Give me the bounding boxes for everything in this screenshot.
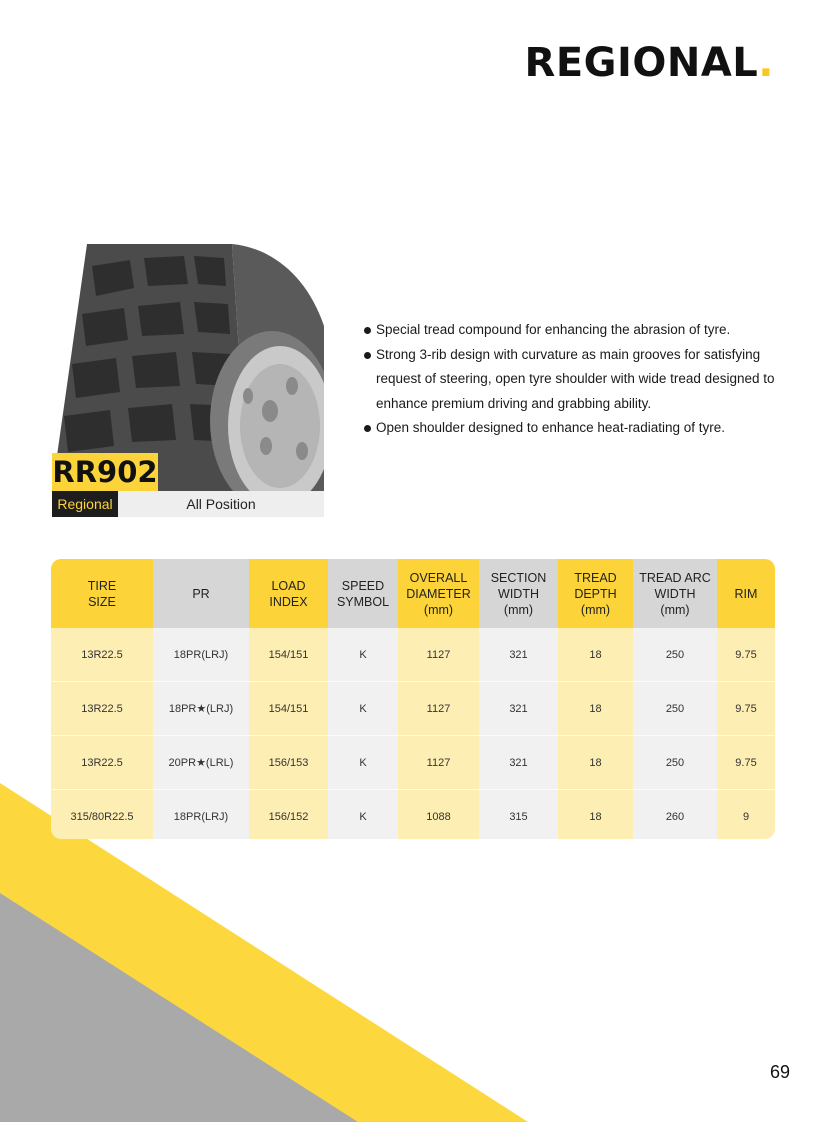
cell-speed-symbol: K: [328, 736, 398, 790]
page-number: 69: [769, 1062, 790, 1082]
title-dot: .: [758, 40, 774, 86]
cell-tread-arc-width: 250: [633, 682, 717, 736]
cell-tread-arc-width: 250: [633, 736, 717, 790]
header-line: SPEED: [341, 578, 385, 593]
header-line: WIDTH: [654, 586, 696, 601]
cell-load-index: 156/152: [249, 790, 328, 840]
header-line: SECTION: [490, 570, 547, 585]
feature-item: Special tread compound for enhancing the abrasion of tyre.: [362, 318, 782, 343]
header-tire-size: [51, 559, 153, 628]
cell-rim: 9.75: [717, 682, 775, 736]
header-line: (mm): [503, 602, 534, 617]
header-line: PR: [192, 586, 210, 601]
cell-speed-symbol: K: [328, 628, 398, 682]
header-line: DIAMETER: [406, 586, 471, 601]
cell-tread-depth: 18: [558, 628, 633, 682]
cell-tire-size: 13R22.5: [51, 682, 153, 736]
header-line: TREAD: [574, 570, 617, 585]
feature-item: Open shoulder designed to enhance heat-radiating of tyre.: [362, 416, 782, 441]
cell-section-width: 321: [479, 628, 558, 682]
cell-tread-arc-width: 250: [633, 628, 717, 682]
cell-speed-symbol: K: [328, 682, 398, 736]
header-line: WIDTH: [498, 586, 539, 601]
cell-section-width: 321: [479, 682, 558, 736]
cell-tread-depth: 18: [558, 682, 633, 736]
header-line: RIM: [734, 586, 758, 601]
cell-section-width: 321: [479, 736, 558, 790]
cell-overall-diameter: 1088: [398, 790, 479, 840]
header-line: SIZE: [88, 594, 116, 609]
header-tread-arc-width: [633, 559, 717, 628]
header-load-index: [249, 559, 328, 628]
header-line: (mm): [580, 602, 611, 617]
cell-rim: 9.75: [717, 736, 775, 790]
header-line: OVERALL: [409, 570, 468, 585]
header-line: DEPTH: [574, 586, 617, 601]
cell-pr: 18PR(LRJ): [153, 628, 249, 682]
product-card: [52, 236, 324, 517]
cell-tread-depth: 18: [558, 736, 633, 790]
header-line: TREAD ARC: [639, 570, 711, 585]
cell-tire-size: 13R22.5: [51, 628, 153, 682]
cell-tread-depth: 18: [558, 790, 633, 840]
cell-tire-size: 13R22.5: [51, 736, 153, 790]
header-speed-symbol: [328, 559, 398, 628]
header-line: (mm): [660, 602, 690, 617]
cell-load-index: 156/153: [249, 736, 328, 790]
table-row: [51, 628, 775, 682]
feature-list: [362, 318, 782, 441]
page-title: [525, 40, 774, 86]
table-header-row: [51, 559, 775, 628]
cell-pr: 18PR★(LRJ): [153, 682, 249, 736]
header-line: SYMBOL: [336, 594, 390, 609]
feature-item: Strong 3-rib design with curvature as main grooves for satisfying request of steering, open tyre shoulder with wide tread designed to enhance premium driving and grabbing ability.: [362, 343, 782, 417]
spec-table: [51, 559, 775, 839]
table-row: [51, 736, 775, 790]
cell-speed-symbol: K: [328, 790, 398, 840]
header-line: (mm): [423, 602, 454, 617]
cell-pr: 18PR(LRJ): [153, 790, 249, 840]
header-line: INDEX: [269, 594, 308, 609]
model-name: RR902: [52, 455, 158, 489]
position-tag: All Position: [118, 491, 324, 517]
header-section-width: [479, 559, 558, 628]
category-tag: Regional: [52, 491, 118, 517]
cell-tread-arc-width: 260: [633, 790, 717, 840]
cell-tire-size: 315/80R22.5: [51, 790, 153, 840]
page-title-text: REGIONAL: [524, 40, 759, 86]
table-row: [51, 790, 775, 840]
cell-rim: 9.75: [717, 628, 775, 682]
header-tread-depth: [558, 559, 633, 628]
header-pr: [153, 559, 249, 628]
cell-load-index: 154/151: [249, 628, 328, 682]
cell-rim: 9: [717, 790, 775, 840]
header-line: TIRE: [87, 578, 117, 593]
cell-load-index: 154/151: [249, 682, 328, 736]
cell-overall-diameter: 1127: [398, 736, 479, 790]
cell-pr: 20PR★(LRL): [153, 736, 249, 790]
header-rim: [717, 559, 775, 628]
cell-overall-diameter: 1127: [398, 628, 479, 682]
header-overall-diameter: [398, 559, 479, 628]
header-line: LOAD: [271, 578, 306, 593]
table-row: [51, 682, 775, 736]
cell-overall-diameter: 1127: [398, 682, 479, 736]
cell-section-width: 315: [479, 790, 558, 840]
